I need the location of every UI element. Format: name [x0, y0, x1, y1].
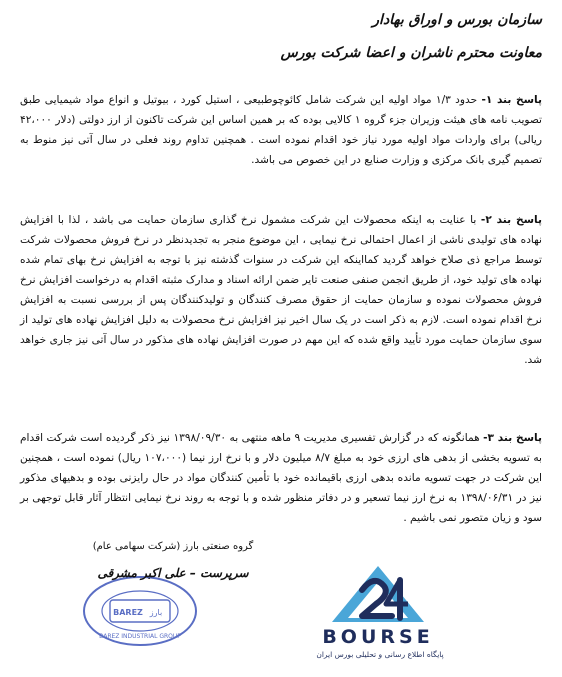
answer-label-3: پاسخ بند ۳- — [483, 432, 542, 444]
signature-name: سرپرست – علی اکبر مشرقی — [97, 566, 249, 580]
answer-label-1: پاسخ بند ۱- — [481, 94, 542, 106]
answer-text-2: با عنایت به اینکه محصولات این شرکت مشمول نرخ گذاری سازمان حمایت می باشد ، لذا با افزایش نهاده های تولیدی ناشی از اعمال احتمالی نرخ نیمایی ، این موضوع منجر به تجدیدنظر در نرخ فروش محصولات شرکت توسط مراجع ذی صلاح خواهد گردید کمااینکه این شرکت در سنوات گذشته نیز با توجه به افزایش نرخ بهای تمام شده نهاده های تولید خود، از طریق انجمن صنفی صنعت تایر ضمن ارائه اسناد و مدارک مثبته اقدام به درخواست افزایش نرخ فروش محصولات نموده و سازمان حمایت از حقوق مصرف کنندگان و تولیدکنندگان پس از بررسی نسبت به افزایش نرخ اقدام نموده است. لازم به ذکر است در یک سال اخیر نیز افزایش نرخ محصولات به دلیل افزایش نهاده های تولید از سوی سازمان حمایت مورد تأیید واقع شده که این مهم در صورت افزایش نهاده های مذکور در سال آتی نیز جاری خواهد شد. — [20, 214, 542, 366]
stamp-brand-latin: BAREZ — [113, 608, 143, 617]
bourse-logo-tagline: پایگاه اطلاع رسانی و تحلیلی بورس ایران — [316, 650, 444, 659]
answer-text-3: همانگونه که در گزارش تفسیری مدیریت ۹ ماهه منتهی به ۱۳۹۸/۰۹/۳۰ نیز ذکر گردیده است شرکت اقدام به تسویه بخشی از بدهی های ارزی خود به مبلغ ۸/۷ میلیون دلار و با نرخ ارز نیما (۱۰۷،۰۰۰ ریال) نموده است ، همچنین این شرکت در جهت تسویه مانده بدهی ارزی باقیمانده خود با تأمین کنندگان مواد در حال رایزنی بوده و بدهیهای مذکور نیز در ۱۳۹۸/۰۶/۳۱ به نرخ ارز نیما تسعیر و در دفاتر منظور شده و با توجه به روند نرخ نیمایی انتظار آثار قابل توجهی بر سود و زیان متصور نمی باشیم . — [20, 432, 543, 524]
signature-company: گروه صنعتی بارز (شرکت سهامی عام) — [92, 541, 254, 552]
bourse-logo-icon — [318, 560, 438, 630]
answer-paragraph-2 — [20, 210, 542, 370]
header-org-name: سازمان بورس و اوراق بهادار — [372, 12, 542, 28]
stamp-brand-persian: بارز — [149, 608, 163, 617]
answer-paragraph-1 — [20, 90, 542, 170]
header-department: معاونت محترم ناشران و اعضا شرکت بورس — [280, 45, 542, 61]
answer-label-2: پاسخ بند ۲- — [480, 214, 543, 226]
answer-paragraph-3 — [20, 428, 542, 528]
answer-text-1: حدود ۱/۳ مواد اولیه این شرکت شامل کائوچوطبیعی ، استیل کورد ، بیوتیل و انواع مواد شیمیایی طبق تصویب نامه های هیئت وزیران جزء گروه ۱ کالایی بوده که بر همین اساس این شرکت تاکنون از ارز دولتی (دلار ۴۲،۰۰۰ ریالی) برای واردات مواد اولیه مورد نیاز خود اقدام نموده است . همچنین تداوم روند فعلی در سال آتی نیز منوط به تصمیم گیری بانک مرکزی و وزارت صنایع در این خصوص می باشد. — [20, 94, 542, 166]
stamp-ring-text: BAREZ INDUSTRIAL GROUP — [99, 633, 181, 640]
company-stamp — [80, 572, 200, 650]
bourse-logo-word: BOURSE — [322, 626, 434, 648]
